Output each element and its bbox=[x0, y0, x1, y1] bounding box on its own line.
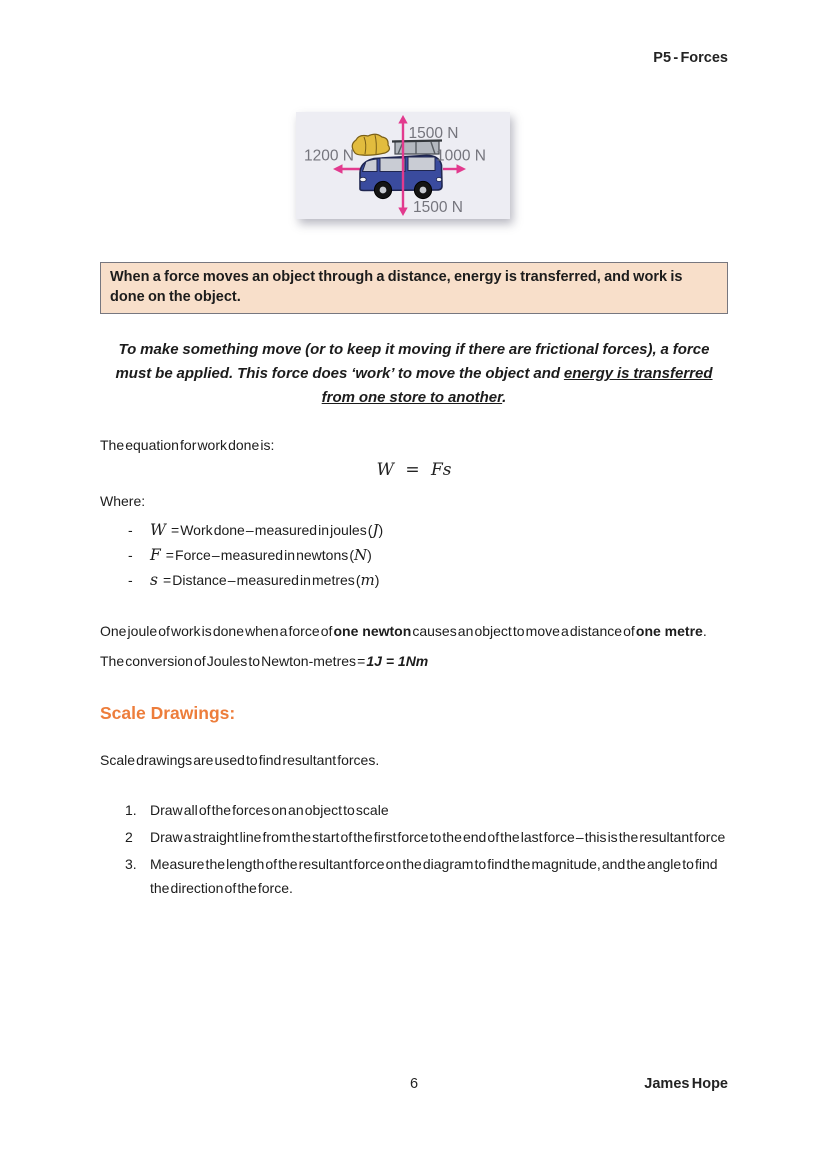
definition-unit: m bbox=[360, 571, 375, 589]
equation-intro: The equation for work done is: bbox=[100, 437, 275, 453]
step-text: Draw a straight line from the start of the first force to the end of the last force – this is the resultant force bbox=[150, 829, 726, 845]
joule-seg3: . The conversion of Joules to Newton-metres = bbox=[100, 623, 707, 669]
step-number: 3. bbox=[125, 856, 137, 872]
definition-symbol: F bbox=[150, 546, 161, 564]
definition-text: = Work done – measured in joules ( bbox=[170, 522, 373, 538]
definition-unit: N bbox=[354, 546, 368, 564]
step-text: Measure the length of the resultant force on the diagram to find the magnitude, and the angle to find the direction of the force. bbox=[150, 856, 718, 896]
page-footer bbox=[0, 1076, 828, 1096]
definition-close: ) bbox=[367, 547, 372, 563]
joule-bold-newton: one newton bbox=[333, 623, 412, 639]
down-force-arrow bbox=[398, 208, 407, 217]
definition-symbol: s bbox=[150, 571, 158, 589]
numbered-step-2 bbox=[100, 825, 728, 849]
side-window bbox=[408, 157, 435, 171]
author-name: James Hope bbox=[644, 1076, 728, 1092]
definition-symbol: W bbox=[150, 521, 166, 539]
force-label-right: 1000 N bbox=[436, 147, 486, 165]
italic-note-plain: To make something move (or to keep it moving if there are frictional forces), a force must be applied. This force does ‘work’ to move the object and bbox=[115, 341, 710, 382]
italic-note bbox=[100, 338, 728, 410]
headlight bbox=[360, 177, 366, 181]
definition-unit: J bbox=[372, 521, 379, 539]
joule-paragraph bbox=[100, 616, 728, 676]
step-number: 2 bbox=[125, 829, 133, 845]
page-number: 6 bbox=[409, 1076, 419, 1092]
definition-close: ) bbox=[378, 522, 384, 538]
key-fact-text: When a force moves an object through a distance, energy is transferred, and work is done on the object. bbox=[110, 269, 683, 305]
key-fact-box bbox=[100, 262, 728, 314]
force-label-down: 1500 N bbox=[413, 199, 463, 216]
page-title: P5 - Forces bbox=[653, 50, 728, 66]
van-illustration bbox=[352, 134, 442, 198]
numbered-step-1 bbox=[100, 798, 728, 822]
scale-drawings-steps bbox=[100, 798, 728, 900]
bullet-dash: - bbox=[128, 522, 133, 538]
definition-row-w bbox=[100, 518, 728, 543]
definition-list bbox=[100, 518, 728, 593]
italic-note-underlined: energy is transferred from one store to another bbox=[321, 365, 713, 406]
joule-conversion: 1J = 1Nm bbox=[366, 653, 429, 669]
force-diagram-image bbox=[296, 112, 510, 219]
where-label: Where: bbox=[100, 493, 146, 509]
definition-text: = Force – measured in newtons ( bbox=[165, 547, 355, 563]
luggage-bag bbox=[352, 134, 389, 155]
definition-close: ) bbox=[374, 572, 380, 588]
scale-drawings-heading: Scale Drawings: bbox=[100, 703, 236, 723]
side-window bbox=[380, 158, 405, 172]
van-force-diagram bbox=[296, 112, 510, 219]
bullet-dash: - bbox=[128, 572, 133, 588]
joule-bold-metre: one metre bbox=[635, 623, 703, 639]
step-text: Draw all of the forces on an object to scale bbox=[150, 802, 389, 818]
force-label-left: 1200 N bbox=[304, 147, 354, 165]
taillight bbox=[436, 178, 441, 182]
joule-seg2: causes an object to move a distance of bbox=[411, 623, 636, 639]
joule-seg1: One joule of work is done when a force of bbox=[100, 623, 334, 639]
definition-row-f bbox=[100, 543, 728, 568]
numbered-step-3 bbox=[100, 852, 728, 900]
bullet-dash: - bbox=[128, 547, 133, 563]
step-number: 1. bbox=[125, 802, 137, 818]
italic-note-end: . bbox=[502, 389, 507, 406]
definition-text: = Distance – measured in metres ( bbox=[162, 572, 361, 588]
right-force-arrow bbox=[443, 164, 466, 173]
force-label-up: 1500 N bbox=[408, 125, 459, 142]
definition-row-s bbox=[100, 568, 728, 593]
scale-drawings-intro: Scale drawings are used to find resultant forces. bbox=[100, 752, 380, 768]
windshield bbox=[363, 159, 378, 172]
work-equation: W = Fs bbox=[376, 460, 452, 480]
